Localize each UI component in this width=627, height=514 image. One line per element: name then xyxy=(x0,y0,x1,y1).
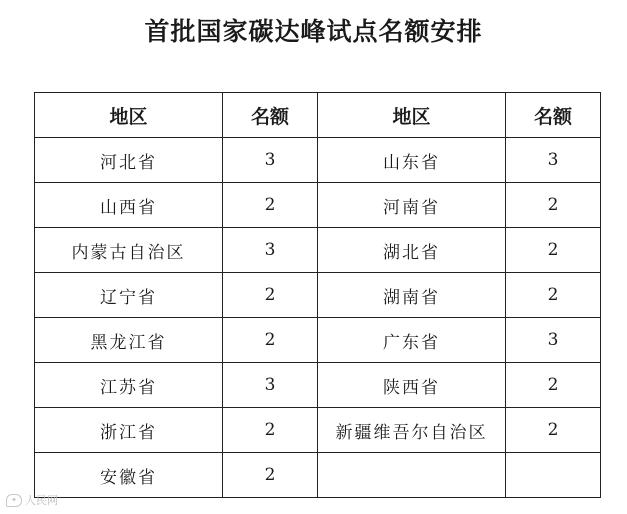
table-row xyxy=(35,363,601,408)
header-quota-right: 名额 xyxy=(506,93,601,138)
header-quota-left: 名额 xyxy=(223,93,318,138)
quota-cell: 2 xyxy=(223,273,318,318)
region-cell: 内蒙古自治区 xyxy=(35,228,223,273)
quota-cell: 3 xyxy=(223,138,318,183)
header-region-right: 地区 xyxy=(318,93,506,138)
quota-cell: 3 xyxy=(223,228,318,273)
quota-cell: 2 xyxy=(223,318,318,363)
table-header-row xyxy=(35,93,601,138)
quota-cell: 2 xyxy=(506,273,601,318)
region-cell: 江苏省 xyxy=(35,363,223,408)
table-row xyxy=(35,228,601,273)
region-cell xyxy=(318,453,506,498)
table-row xyxy=(35,318,601,363)
region-cell: 山东省 xyxy=(318,138,506,183)
table-row xyxy=(35,408,601,453)
page-title: 首批国家碳达峰试点名额安排 xyxy=(144,17,483,46)
watermark-text: 人民网 xyxy=(25,494,58,507)
table-row xyxy=(35,453,601,498)
quota-cell: 3 xyxy=(506,138,601,183)
region-cell: 安徽省 xyxy=(35,453,223,498)
watermark xyxy=(6,492,58,508)
quota-cell: 2 xyxy=(223,183,318,228)
quota-cell: 2 xyxy=(506,228,601,273)
table-row xyxy=(35,183,601,228)
quota-cell: 3 xyxy=(223,363,318,408)
region-cell: 广东省 xyxy=(318,318,506,363)
region-cell: 山西省 xyxy=(35,183,223,228)
region-cell: 辽宁省 xyxy=(35,273,223,318)
quota-cell: 2 xyxy=(223,408,318,453)
table-row xyxy=(35,138,601,183)
header-region-left: 地区 xyxy=(35,93,223,138)
region-cell: 新疆维吾尔自治区 xyxy=(318,408,506,453)
quota-table xyxy=(34,92,601,498)
region-cell: 河南省 xyxy=(318,183,506,228)
region-cell: 湖北省 xyxy=(318,228,506,273)
table-row xyxy=(35,273,601,318)
quota-cell: 2 xyxy=(506,408,601,453)
region-cell: 陕西省 xyxy=(318,363,506,408)
quota-cell: 2 xyxy=(506,183,601,228)
quota-cell: 3 xyxy=(506,318,601,363)
region-cell: 浙江省 xyxy=(35,408,223,453)
quota-cell: 2 xyxy=(506,363,601,408)
region-cell: 黑龙江省 xyxy=(35,318,223,363)
quota-cell: 2 xyxy=(223,453,318,498)
quota-cell xyxy=(506,453,601,498)
region-cell: 湖南省 xyxy=(318,273,506,318)
speech-bubble-icon: ✦ xyxy=(6,494,22,507)
region-cell: 河北省 xyxy=(35,138,223,183)
